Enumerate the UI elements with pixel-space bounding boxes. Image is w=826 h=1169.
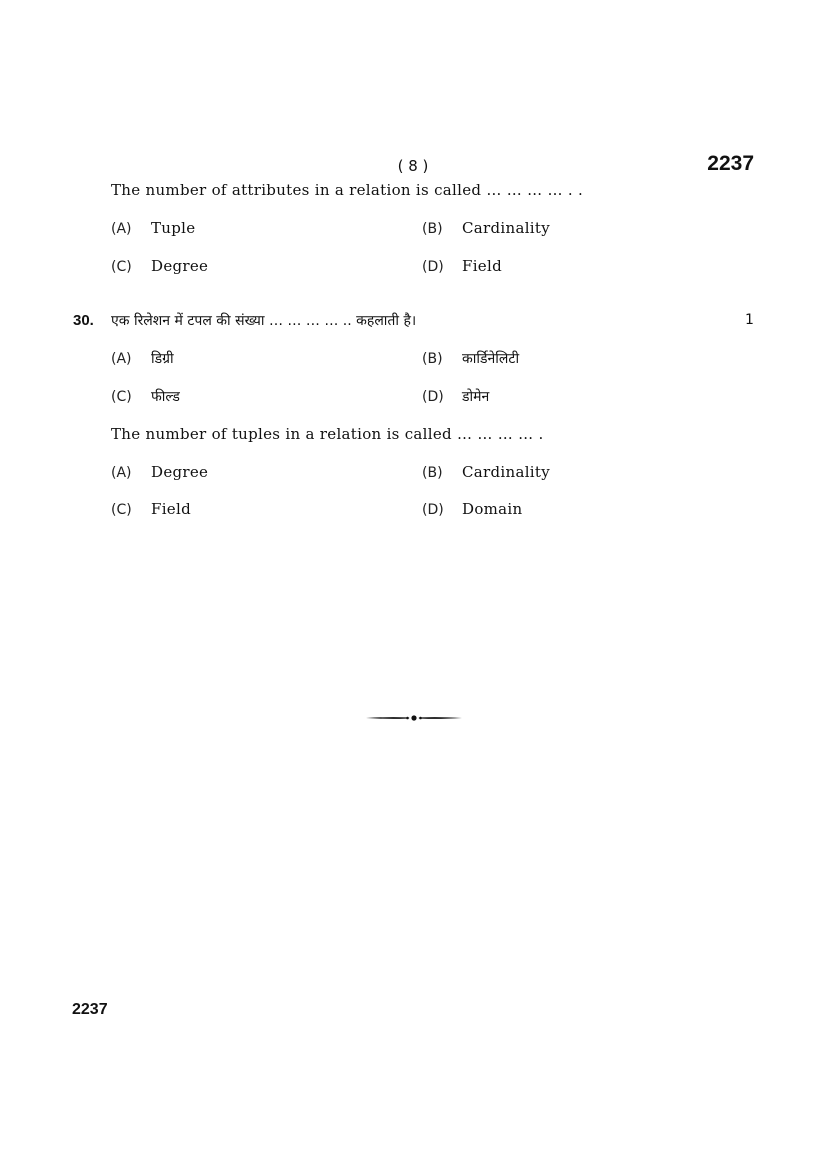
question-number: 30.	[73, 312, 94, 329]
option-label: (B)	[422, 221, 443, 237]
option-label: (D)	[422, 259, 444, 275]
option-label: (B)	[422, 351, 443, 367]
option-label: (A)	[111, 221, 132, 237]
option-label: (D)	[422, 389, 444, 405]
option-text: कार्डिनेलिटी	[462, 351, 520, 367]
option-text: Cardinality	[462, 463, 550, 481]
option-text: डोमेन	[462, 389, 490, 405]
option-label: (C)	[111, 389, 132, 405]
option-text: Domain	[462, 500, 523, 518]
option-label: (C)	[111, 259, 132, 275]
option-label: (C)	[111, 502, 132, 518]
option-text: Degree	[151, 257, 209, 275]
option-text: डिग्री	[151, 351, 174, 367]
option-text: Cardinality	[462, 219, 550, 237]
option-label: (D)	[422, 502, 444, 518]
end-ornament-icon	[366, 711, 462, 725]
option-label: (A)	[111, 351, 132, 367]
option-text: Field	[462, 257, 502, 275]
question-text: The number of attributes in a relation is called … … … … . .	[111, 181, 584, 199]
page-number: ( 8 )	[397, 157, 429, 175]
question-text-hindi: एक रिलेशन में टपल की संख्या … … … … .. कहलाती है।	[111, 313, 417, 329]
question-marks: 1	[745, 312, 754, 328]
option-label: (B)	[422, 465, 443, 481]
question-text: The number of tuples in a relation is called … … … … .	[111, 425, 544, 443]
option-text: फील्ड	[151, 389, 180, 405]
option-text: Degree	[151, 463, 209, 481]
option-label: (A)	[111, 465, 132, 481]
paper-code-header: 2237	[707, 152, 754, 175]
option-text: Tuple	[151, 219, 196, 237]
option-text: Field	[151, 500, 191, 518]
paper-code-footer: 2237	[72, 1001, 108, 1018]
